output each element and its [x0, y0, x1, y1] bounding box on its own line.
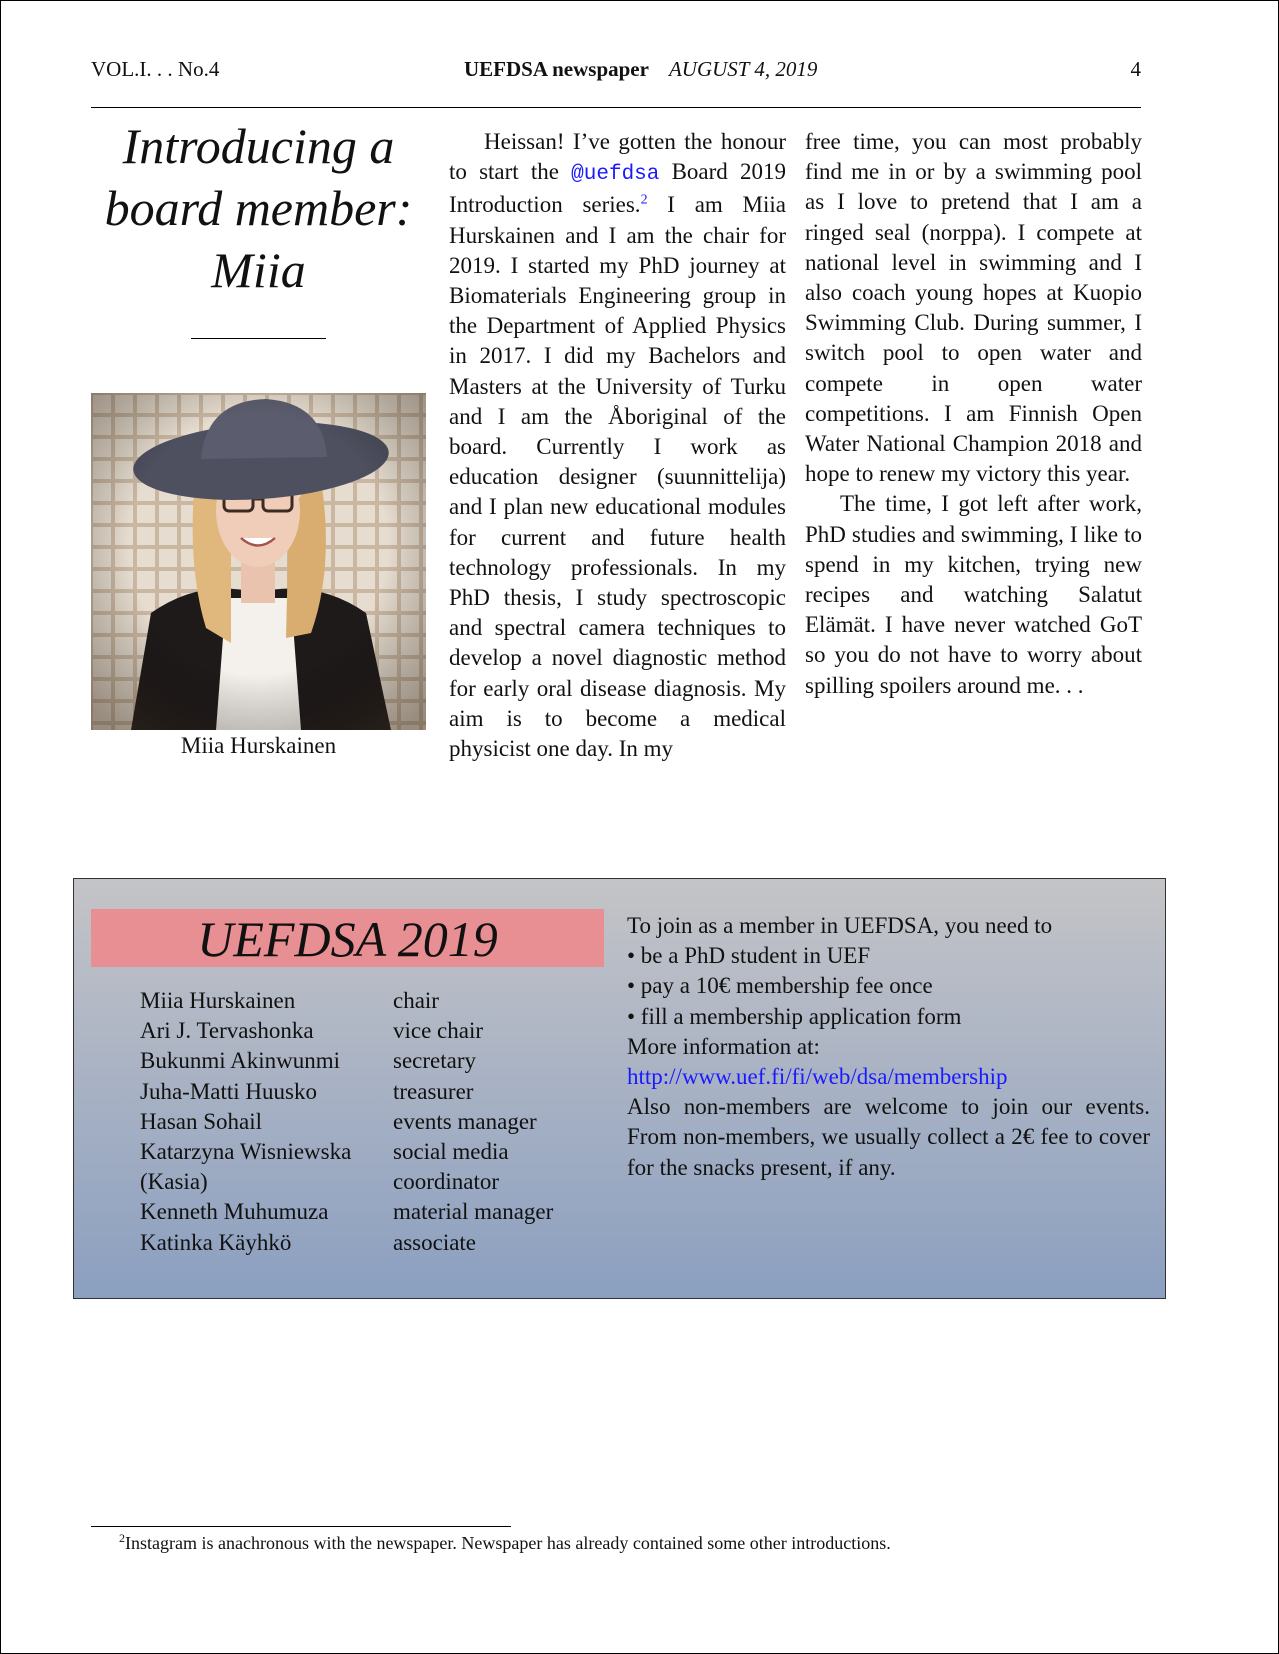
article-headline	[91, 115, 426, 301]
requirement-item: • pay a 10€ membership fee once	[627, 973, 933, 999]
footnote-number: 2	[119, 1531, 125, 1545]
member-name: Juha-Matti Huusko	[140, 1078, 317, 1104]
footnote-text: Instagram is anachronous with the newspaper. Newspaper has already contained some other introductions.	[125, 1533, 891, 1553]
footnote	[119, 1531, 1119, 1555]
board-members-list	[140, 986, 553, 1258]
article-column-1	[449, 127, 786, 764]
page-header	[91, 57, 1141, 87]
headline-line: board member:	[104, 180, 413, 236]
member-row	[140, 986, 553, 1016]
member-role: material manager	[393, 1199, 554, 1225]
newspaper-name: UEFDSA newspaper	[464, 57, 649, 81]
requirement-item: • be a PhD student in UEF	[627, 943, 871, 969]
headline-line: Introducing a	[122, 118, 395, 174]
paragraph-text: I am Miia Hurskainen and I am the chair for 2019. I started my PhD journey at Biomaterials Engineering group in the Department of Applied Physics in 2017. I did my Bachelors and Masters at the University of Turku and I am the Åboriginal of the board. Currently I work as education designer (suunnittelija) and I plan new educational modules for current and future health technology professionals. In my PhD thesis, I study spectroscopic and spectral camera techniques to develop a novel diagnostic method for early oral disease diagnosis. My aim is to become a medical physicist one day. In my	[449, 192, 786, 762]
member-name: Miia Hurskainen	[140, 988, 296, 1013]
more-info-label: More information at:	[627, 1033, 820, 1059]
article-paragraph: The time, I got left after work, PhD studies and swimming, I like to spend in my kitchen, trying new recipes and watching Salatut Elämät. I have never watched GoT so you do not have to worry about spilling spoilers around me. . .	[805, 491, 1142, 698]
footnote-rule	[91, 1526, 511, 1527]
membership-link[interactable]: http://www.uef.fi/fi/web/dsa/membership	[627, 1064, 1008, 1090]
member-name: Katarzyna Wisniewska	[140, 1139, 352, 1165]
footnote-marker[interactable]: 2	[640, 192, 648, 208]
member-name: Bukunmi Akinwunmi	[140, 1048, 340, 1074]
member-role: treasurer	[393, 1078, 474, 1104]
member-row	[140, 1228, 553, 1258]
member-name: Katinka Käyhkö	[140, 1229, 292, 1255]
requirement-item: • fill a membership application form	[627, 1003, 962, 1029]
member-row	[140, 1016, 553, 1046]
member-role: social media	[393, 1139, 509, 1165]
member-name: Ari J. Tervashonka	[140, 1018, 314, 1044]
board-info-box	[73, 878, 1166, 1299]
portrait-photo	[91, 393, 426, 730]
header-rule	[91, 107, 1141, 108]
issue-date: AUGUST 4, 2019	[668, 57, 818, 81]
page-number: 4	[1130, 57, 1141, 81]
member-row	[140, 1137, 553, 1167]
volume-number: VOL.I. . . No.4	[91, 57, 220, 81]
member-row	[140, 1167, 553, 1197]
member-role: events manager	[393, 1108, 537, 1134]
member-row	[140, 1197, 553, 1227]
membership-info	[627, 911, 1150, 1183]
paragraph-text: Heissan! I’ve gotten the honour to start the	[449, 129, 786, 185]
member-role: associate	[393, 1229, 477, 1255]
member-row	[140, 1077, 553, 1107]
member-name: Kenneth Muhumuza	[140, 1199, 329, 1225]
non-members-note: Also non-members are welcome to join our events. From non-members, we usually collect a 2€ fee to cover for the snacks present, if any.	[627, 1094, 1150, 1180]
member-name: Hasan Sohail	[140, 1108, 263, 1134]
photo-caption: Miia Hurskainen	[180, 733, 337, 758]
board-title: UEFDSA 2019	[91, 909, 604, 967]
member-role: chair	[393, 988, 439, 1013]
member-row	[140, 1107, 553, 1137]
headline-divider	[191, 338, 326, 339]
join-intro: To join as a member in UEFDSA, you need to	[627, 913, 1053, 938]
member-role: secretary	[393, 1048, 476, 1074]
headline-line: Miia	[211, 242, 306, 298]
instagram-handle-link[interactable]: @uefdsa	[571, 163, 660, 187]
paragraph-text: Board 2019 Introduction series.	[449, 159, 786, 218]
masthead	[464, 57, 817, 82]
article-column-2	[805, 127, 1142, 701]
member-name: (Kasia)	[140, 1169, 208, 1195]
article-paragraph-continued: free time, you can most probably find me in or by a swimming pool as I love to pretend that I am a ringed seal (norppa). I compete at national level in swimming and I also coach young hopes at Kuopio Swimming Club. During summer, I switch pool to open water and compete in open water competitions. I am Finnish Open Water National Champion 2018 and hope to renew my victory this year.	[805, 129, 1142, 487]
member-role: vice chair	[393, 1018, 484, 1044]
member-row	[140, 1046, 553, 1076]
member-role: coordinator	[393, 1169, 500, 1195]
article-paragraph	[449, 127, 786, 764]
